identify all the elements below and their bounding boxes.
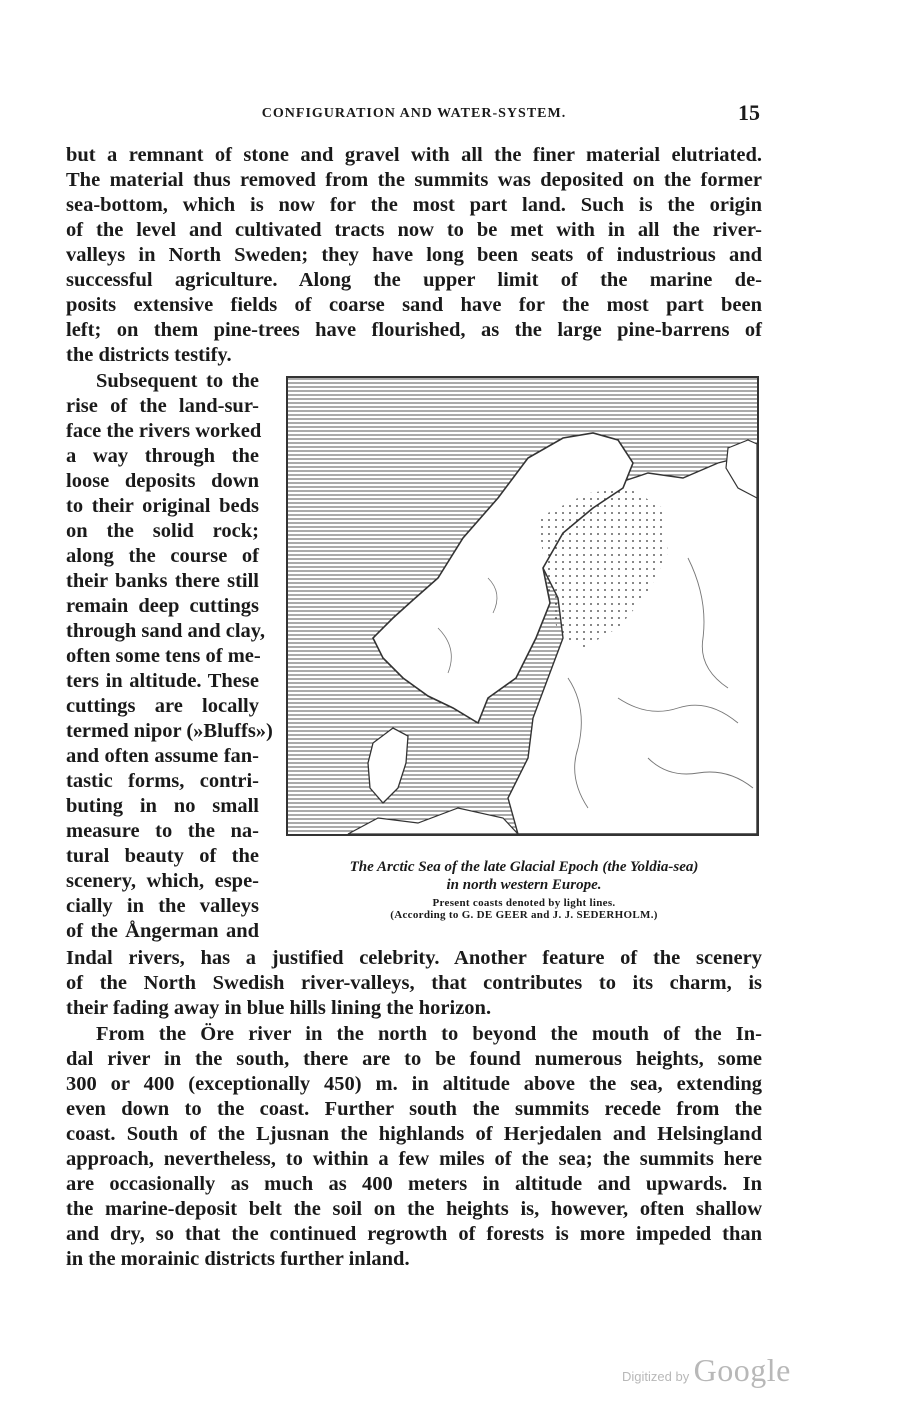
text-line: valleys in North Sweden; they have long been seats of industrious and xyxy=(66,244,762,266)
text-line: and dry, so that the continued regrowth of forests is more impeded than xyxy=(66,1223,762,1245)
text-line: their fading away in blue hills lining the horizon. xyxy=(66,997,492,1019)
digitized-watermark xyxy=(622,1352,791,1389)
text-line: From the Öre river in the north to beyond the mouth of the In- xyxy=(96,1023,762,1045)
text-line: along the course of xyxy=(66,545,259,567)
text-line: Subsequent to the xyxy=(96,370,259,392)
text-line: are occasionally as much as 400 meters in altitude and upwards. In xyxy=(66,1173,762,1195)
google-logo: Google xyxy=(693,1352,791,1388)
text-line: the districts testify. xyxy=(66,344,232,366)
figure-note: Present coasts denoted by light lines. xyxy=(432,897,616,909)
text-line: through sand and clay, xyxy=(66,620,266,642)
text-line: buting in no small xyxy=(66,795,259,817)
text-line: a way through the xyxy=(66,445,259,467)
text-line: loose deposits down xyxy=(66,470,259,492)
text-line: dal river in the south, there are to be found numerous heights, some xyxy=(66,1048,762,1070)
text-line: Indal rivers, has a justified celebrity. Another feature of the scenery xyxy=(66,947,762,969)
figure-attribution: (According to G. DE GEER and J. J. SEDERHOLM.) xyxy=(390,909,658,921)
text-line: remain deep cuttings xyxy=(66,595,259,617)
text-line: left; on them pine-trees have flourished, as the large pine-barrens of xyxy=(66,319,762,341)
text-line: and often assume fan- xyxy=(66,745,259,767)
scandinavia-map xyxy=(288,378,757,834)
text-line: to their original beds xyxy=(66,495,259,517)
text-line: The material thus removed from the summits was deposited on the former xyxy=(66,169,762,191)
page-number: 15 xyxy=(738,100,760,125)
text-line: coast. South of the Ljusnan the highlands of Herjedalen and Helsingland xyxy=(66,1123,762,1145)
map-figure xyxy=(286,376,759,836)
text-line: in the morainic districts further inland. xyxy=(66,1248,410,1270)
text-line: often some tens of me- xyxy=(66,645,261,667)
text-line: sea-bottom, which is now for the most part land. Such is the origin xyxy=(66,194,762,216)
text-line: the marine-deposit belt the soil on the heights is, however, often shallow xyxy=(66,1198,762,1220)
text-line: of the Ångerman and xyxy=(66,920,259,942)
text-line: but a remnant of stone and gravel with all the finer material elutriated. xyxy=(66,144,762,166)
text-line: of the level and cultivated tracts now to be met with in all the river- xyxy=(66,219,762,241)
text-line: tastic forms, contri- xyxy=(66,770,259,792)
text-line: approach, nevertheless, to within a few miles of the sea; the summits here xyxy=(66,1148,762,1170)
text-line: tural beauty of the xyxy=(66,845,259,867)
text-line: 300 or 400 (exceptionally 450) m. in altitude above the sea, extending xyxy=(66,1073,762,1095)
figure-caption-title: The Arctic Sea of the late Glacial Epoch (the Yoldia-sea) xyxy=(349,859,699,875)
text-line: posits extensive fields of coarse sand have for the most part been xyxy=(66,294,762,316)
running-head: CONFIGURATION AND WATER-SYSTEM. xyxy=(261,106,567,121)
text-line: measure to the na- xyxy=(66,820,259,842)
text-line: rise of the land-sur- xyxy=(66,395,259,417)
text-line: scenery, which, espe- xyxy=(66,870,259,892)
figure-caption-subtitle: in north western Europe. xyxy=(446,877,602,893)
text-line: face the rivers worked xyxy=(66,420,262,442)
text-line: cially in the valleys xyxy=(66,895,259,917)
page-header xyxy=(66,100,762,130)
text-line: cuttings are locally xyxy=(66,695,259,717)
text-line: their banks there still xyxy=(66,570,259,592)
text-line: successful agriculture. Along the upper limit of the marine de- xyxy=(66,269,762,291)
text-line: termed nipor (»Bluffs») xyxy=(66,720,273,742)
text-line: of the North Swedish river-valleys, that contributes to its charm, is xyxy=(66,972,762,994)
text-line: even down to the coast. Further south the summits recede from the xyxy=(66,1098,762,1120)
text-line: ters in altitude. These xyxy=(66,670,259,692)
text-line: on the solid rock; xyxy=(66,520,259,542)
watermark-prefix: Digitized by xyxy=(622,1369,690,1384)
